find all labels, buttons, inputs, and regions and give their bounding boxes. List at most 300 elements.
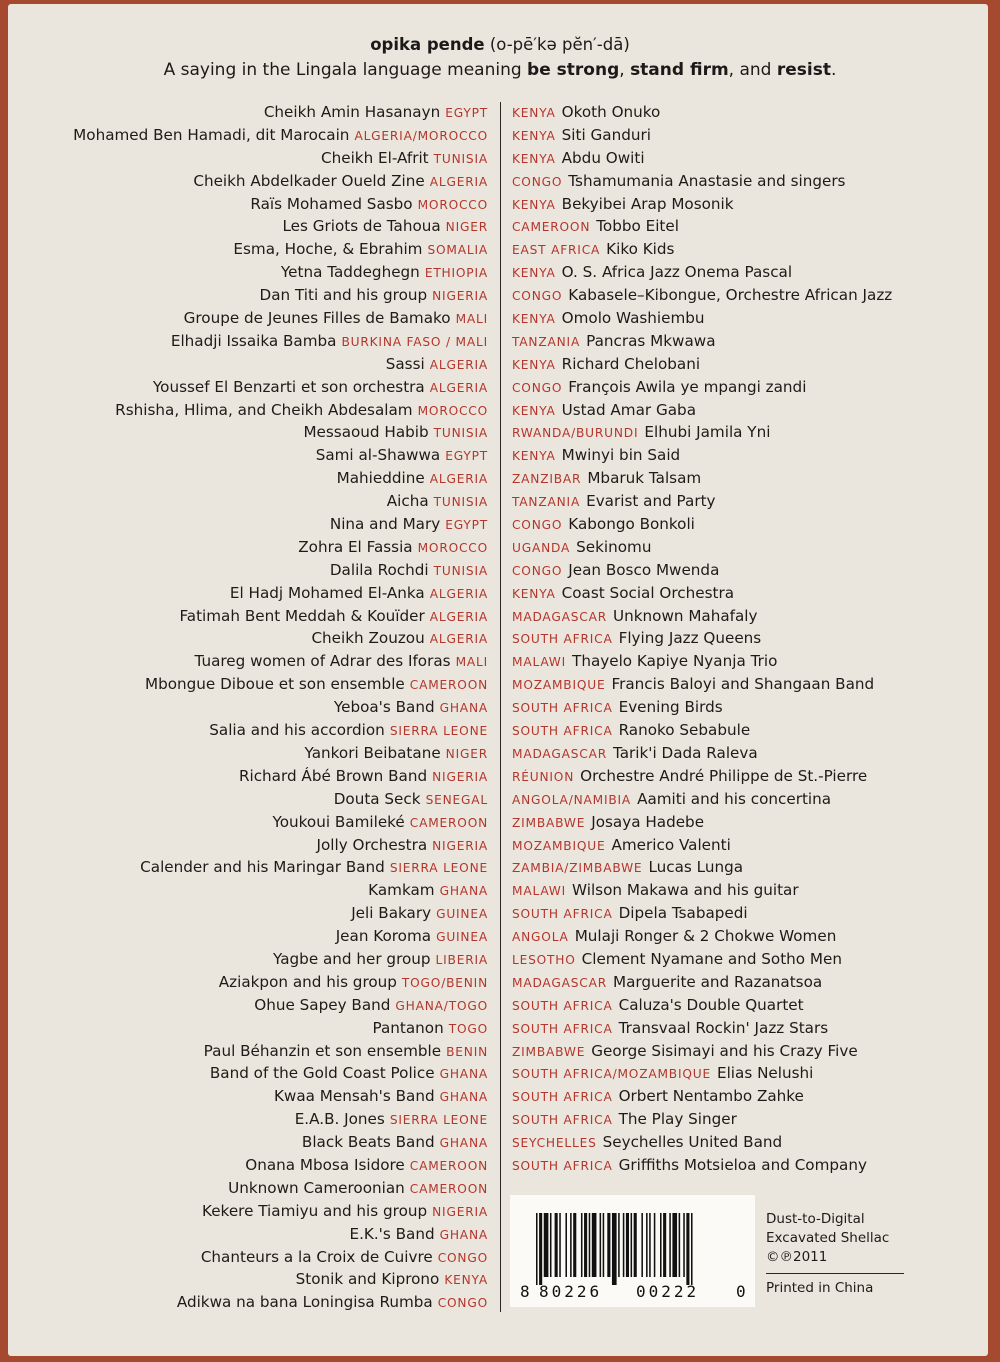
track-country: KENYA — [512, 403, 556, 418]
track-country: ZANZIBAR — [512, 472, 582, 487]
barcode-bar — [686, 1213, 689, 1285]
track-country: CAMEROON — [409, 1181, 488, 1196]
track-country: MOROCCO — [417, 197, 488, 212]
track-country: ZIMBABWE — [512, 1044, 586, 1059]
track-country: KENYA — [512, 128, 556, 143]
track-artist: Jean Koroma — [335, 927, 432, 946]
track-row — [512, 399, 982, 422]
track-country: ZIMBABWE — [512, 815, 586, 830]
track-artist: Seychelles United Band — [602, 1133, 783, 1152]
track-artist: Richard Chelobani — [561, 354, 701, 373]
track-artist: E.A.B. Jones — [294, 1110, 385, 1129]
track-country: UGANDA — [512, 540, 571, 555]
track-artist: Caluza's Double Quartet — [618, 995, 804, 1014]
track-row — [20, 444, 488, 467]
track-row — [20, 284, 488, 307]
barcode-bar — [691, 1213, 693, 1285]
track-row — [20, 536, 488, 559]
track-row — [512, 948, 982, 971]
track-country: ALGERIA — [429, 586, 488, 601]
pronunciation: (o-pē′kə pĕn′-dā) — [489, 35, 630, 54]
track-row — [512, 742, 982, 765]
track-country: MALI — [455, 312, 488, 327]
track-row — [20, 1200, 488, 1223]
header — [0, 34, 1000, 82]
track-country: SEYCHELLES — [512, 1136, 597, 1151]
track-row — [20, 925, 488, 948]
track-country: NIGER — [445, 220, 488, 235]
track-artist: Orbert Nentambo Zahke — [618, 1087, 804, 1106]
track-country: RÉUNION — [512, 769, 575, 784]
track-row — [20, 811, 488, 834]
track-row — [20, 1246, 488, 1269]
track-artist: Coast Social Orchestra — [561, 583, 735, 602]
track-country: ANGOLA — [512, 930, 569, 945]
track-row — [20, 215, 488, 238]
track-row — [20, 696, 488, 719]
track-row — [20, 376, 488, 399]
track-country: CONGO — [512, 563, 563, 578]
track-artist: Evening Birds — [618, 698, 723, 717]
track-row — [512, 994, 982, 1017]
subtitle-prefix: A saying in the Lingala language meaning — [163, 60, 528, 80]
track-row — [512, 582, 982, 605]
track-row — [512, 605, 982, 628]
track-row — [512, 170, 982, 193]
printed-in: Printed in China — [766, 1280, 874, 1296]
barcode-graphic — [510, 1195, 755, 1307]
track-country: ALGERIA — [429, 357, 488, 372]
barcode-bar — [581, 1213, 583, 1277]
track-artist: Cheikh El-Afrit — [321, 148, 429, 167]
track-row — [20, 948, 488, 971]
track-artist: Francis Baloyi and Shangaan Band — [611, 675, 875, 694]
track-row — [20, 1108, 488, 1131]
barcode-bar — [631, 1213, 633, 1277]
barcode-bar — [612, 1213, 617, 1285]
track-artist: Messaoud Habib — [303, 423, 429, 442]
track-row — [512, 1085, 982, 1108]
track-row — [20, 1154, 488, 1177]
track-artist: Lucas Lunga — [648, 858, 744, 877]
phrase-stand-firm: stand firm — [630, 60, 729, 80]
track-artist: Fatimah Bent Meddah & Kouïder — [179, 606, 425, 625]
barcode-bar — [618, 1213, 620, 1277]
left-track-list — [20, 101, 488, 1314]
track-country: ANGOLA/NAMIBIA — [512, 792, 632, 807]
column-divider — [500, 102, 501, 1312]
track-artist: Omolo Washiembu — [561, 309, 705, 328]
track-artist: Evarist and Party — [586, 492, 716, 511]
track-row — [512, 856, 982, 879]
track-artist: Elhadji Issaika Bamba — [170, 331, 337, 350]
copyright: ©℗2011 — [766, 1249, 828, 1265]
track-row — [20, 238, 488, 261]
track-country: SOUTH AFRICA — [512, 701, 613, 716]
track-artist: Les Griots de Tahoua — [282, 217, 441, 236]
track-row — [20, 513, 488, 536]
track-country: EGYPT — [445, 518, 488, 533]
track-artist: Yetna Taddeghegn — [280, 263, 420, 282]
track-country: LESOTHO — [512, 952, 576, 967]
barcode-bar — [559, 1213, 561, 1277]
track-artist: Adikwa na bana Loningisa Rumba — [176, 1293, 433, 1312]
track-country: ALGERIA — [429, 632, 488, 647]
track-artist: Unknown Cameroonian — [228, 1178, 405, 1197]
barcode-bar — [536, 1213, 538, 1285]
track-country: SOUTH AFRICA — [512, 907, 613, 922]
track-row — [20, 307, 488, 330]
track-country: CAMEROON — [512, 220, 591, 235]
track-artist: Okoth Onuko — [561, 103, 661, 121]
track-row — [20, 719, 488, 742]
track-country: TOGO — [448, 1021, 488, 1036]
track-row — [512, 261, 982, 284]
track-row — [20, 1291, 488, 1314]
track-artist: Cheikh Abdelkader Oueld Zine — [193, 171, 425, 190]
track-country: BURKINA FASO / MALI — [341, 334, 488, 349]
publisher-name: Dust-to-Digital — [766, 1211, 865, 1227]
track-country: LIBERIA — [435, 952, 488, 967]
track-artist: Onana Mbosa Isidore — [245, 1155, 405, 1174]
track-artist: O. S. Africa Jazz Onema Pascal — [561, 263, 793, 282]
publisher-rule — [766, 1273, 904, 1274]
track-row — [20, 971, 488, 994]
track-country: ALGERIA — [429, 174, 488, 189]
barcode-bar — [607, 1213, 610, 1277]
track-country: NIGERIA — [432, 838, 488, 853]
track-artist: Salia and his accordion — [209, 721, 385, 740]
phrase-be-strong: be strong — [527, 60, 620, 80]
track-row — [512, 536, 982, 559]
track-row — [512, 490, 982, 513]
track-row — [512, 673, 982, 696]
track-artist: Clement Nyamane and Sotho Men — [581, 949, 843, 968]
track-row — [512, 559, 982, 582]
track-country: RWANDA/BURUNDI — [512, 426, 639, 441]
series-name: Excavated Shellac — [766, 1230, 890, 1246]
track-country: KENYA — [512, 357, 556, 372]
track-country: TUNISIA — [433, 495, 488, 510]
track-country: KENYA — [512, 151, 556, 166]
track-row — [20, 1177, 488, 1200]
track-row — [512, 650, 982, 673]
track-row — [20, 742, 488, 765]
track-row — [20, 879, 488, 902]
track-country: TANZANIA — [512, 495, 581, 510]
track-country: SIERRA LEONE — [389, 724, 488, 739]
track-artist: Raïs Mohamed Sasbo — [250, 194, 413, 213]
barcode-bar — [573, 1213, 576, 1277]
track-country: ETHIOPIA — [424, 266, 488, 281]
track-row — [20, 994, 488, 1017]
track-artist: Yagbe and her group — [273, 949, 431, 968]
track-country: KENYA — [512, 266, 556, 281]
track-artist: Cheikh Amin Hasanayn — [263, 103, 441, 121]
track-row — [20, 1040, 488, 1063]
track-artist: Stonik and Kiprono — [295, 1270, 440, 1289]
track-country: MOROCCO — [417, 403, 488, 418]
track-country: SOUTH AFRICA — [512, 1158, 613, 1173]
track-artist: Cheikh Zouzou — [311, 629, 425, 648]
track-artist: Band of the Gold Coast Police — [209, 1064, 435, 1083]
track-row — [20, 353, 488, 376]
track-country: CONGO — [512, 518, 563, 533]
track-country: CONGO — [437, 1250, 488, 1265]
track-country: SOUTH AFRICA — [512, 998, 613, 1013]
track-artist: Chanteurs a la Croix de Cuivre — [200, 1247, 433, 1266]
publisher-info — [766, 1210, 916, 1298]
track-country: GHANA — [439, 1090, 488, 1105]
barcode-bar — [592, 1213, 597, 1277]
barcode-bar — [634, 1213, 637, 1277]
track-artist: Tobbo Eitel — [596, 217, 679, 236]
track-country: ALGERIA — [429, 472, 488, 487]
track-row — [512, 124, 982, 147]
track-artist: Yeboa's Band — [333, 698, 435, 717]
track-country: CONGO — [512, 289, 563, 304]
barcode-bar — [550, 1213, 552, 1277]
track-row — [20, 147, 488, 170]
track-row — [512, 696, 982, 719]
track-country: SOUTH AFRICA — [512, 632, 613, 647]
track-country: MADAGASCAR — [512, 609, 607, 624]
track-row — [20, 1223, 488, 1246]
track-row — [20, 1131, 488, 1154]
track-row — [512, 834, 982, 857]
track-row — [20, 421, 488, 444]
track-artist: Groupe de Jeunes Filles de Bamako — [183, 309, 451, 328]
track-country: MOROCCO — [417, 540, 488, 555]
barcode-bar — [544, 1213, 549, 1277]
track-country: NIGERIA — [432, 289, 488, 304]
track-artist: Jean Bosco Mwenda — [568, 560, 720, 579]
track-row — [512, 971, 982, 994]
track-row — [512, 101, 982, 124]
track-artist: Douta Seck — [333, 789, 421, 808]
track-country: GHANA — [439, 701, 488, 716]
track-artist: Marguerite and Razanatsoa — [612, 972, 823, 991]
track-country: ALGERIA/MOROCCO — [354, 128, 488, 143]
track-artist: E.K.'s Band — [349, 1224, 435, 1243]
track-row — [512, 147, 982, 170]
track-country: GHANA — [439, 1067, 488, 1082]
barcode-bar — [679, 1213, 681, 1277]
track-row — [20, 582, 488, 605]
track-artist: Elhubi Jamila Yni — [644, 423, 771, 442]
track-artist: Sassi — [385, 354, 425, 373]
track-country: CAMEROON — [409, 678, 488, 693]
track-country: MOZAMBIQUE — [512, 838, 606, 853]
track-artist: Black Beats Band — [301, 1133, 435, 1152]
track-artist: Orchestre André Philippe de St.-Pierre — [580, 766, 868, 785]
track-row — [20, 330, 488, 353]
track-row — [20, 765, 488, 788]
track-artist: Kabongo Bonkoli — [568, 515, 695, 534]
track-artist: Mohamed Ben Hamadi, dit Marocain — [73, 125, 350, 144]
track-country: SOMALIA — [427, 243, 488, 258]
track-country: NIGER — [445, 746, 488, 761]
track-artist: Tuareg women of Adrar des Iforas — [194, 652, 451, 671]
track-artist: Aziakpon and his group — [218, 972, 397, 991]
track-row — [512, 193, 982, 216]
track-row — [512, 719, 982, 742]
track-country: SOUTH AFRICA — [512, 1090, 613, 1105]
track-artist: Mahieddine — [336, 469, 425, 488]
track-country: BENIN — [446, 1044, 488, 1059]
track-artist: Youkoui Bamileké — [272, 812, 405, 831]
track-row — [512, 421, 982, 444]
track-country: NIGERIA — [432, 1204, 488, 1219]
barcode-bar — [663, 1213, 666, 1277]
barcode-bar — [683, 1213, 685, 1277]
track-country: MALI — [455, 655, 488, 670]
barcode-right-digits: 00222 — [636, 1282, 700, 1301]
track-country: CONGO — [512, 174, 563, 189]
track-row — [20, 902, 488, 925]
track-country: ZAMBIA/ZIMBABWE — [512, 861, 643, 876]
track-country: GUINEA — [436, 907, 488, 922]
track-country: GHANA — [439, 1136, 488, 1151]
track-row — [512, 376, 982, 399]
track-country: MADAGASCAR — [512, 746, 607, 761]
track-row — [512, 284, 982, 307]
track-country: KENYA — [512, 197, 556, 212]
track-artist: Jolly Orchestra — [316, 835, 428, 854]
track-artist: Transvaal Rockin' Jazz Stars — [618, 1018, 829, 1037]
track-country: SIERRA LEONE — [389, 1113, 488, 1128]
track-row — [512, 1040, 982, 1063]
track-artist: Calender and his Maringar Band — [140, 858, 385, 877]
track-artist: Pancras Mkwawa — [586, 331, 716, 350]
barcode-bar — [565, 1213, 567, 1277]
track-row — [20, 261, 488, 284]
track-row — [512, 765, 982, 788]
barcode-bar — [626, 1213, 629, 1277]
barcode-bar — [584, 1213, 587, 1277]
track-row — [20, 788, 488, 811]
barcode-bar — [672, 1213, 677, 1277]
track-artist: The Play Singer — [618, 1110, 737, 1129]
track-row — [512, 1108, 982, 1131]
track-country: TUNISIA — [433, 563, 488, 578]
track-artist: Mwinyi bin Said — [561, 446, 681, 465]
track-row — [512, 215, 982, 238]
track-artist: Griffiths Motsieloa and Company — [618, 1155, 867, 1174]
barcode-bar — [623, 1213, 625, 1277]
separator: , and — [728, 60, 777, 80]
track-artist: Sekinomu — [576, 537, 652, 556]
track-country: CONGO — [437, 1296, 488, 1311]
track-row — [512, 330, 982, 353]
track-artist: Unknown Mahafaly — [612, 606, 758, 625]
track-artist: Tshamumania Anastasie and singers — [568, 171, 846, 190]
track-row — [512, 627, 982, 650]
track-artist: Zohra El Fassia — [298, 537, 413, 556]
barcode-first-digit: 8 — [520, 1282, 530, 1301]
track-artist: Aicha — [386, 492, 429, 511]
track-artist: Esma, Hoche, & Ebrahim — [233, 240, 423, 259]
track-country: SENEGAL — [425, 792, 488, 807]
barcode-bar — [649, 1213, 651, 1277]
track-artist: Ohue Sapey Band — [254, 995, 391, 1014]
track-row — [512, 1131, 982, 1154]
track-country: GHANA/TOGO — [395, 998, 488, 1013]
barcode-bar — [654, 1213, 656, 1277]
track-row — [20, 124, 488, 147]
track-artist: Mbaruk Talsam — [587, 469, 702, 488]
track-artist: Ustad Amar Gaba — [561, 400, 697, 419]
track-artist: Aamiti and his concertina — [637, 789, 832, 808]
track-country: EGYPT — [445, 449, 488, 464]
barcode-bar — [555, 1213, 558, 1277]
track-country: ALGERIA — [429, 380, 488, 395]
track-row — [512, 513, 982, 536]
track-country: MADAGASCAR — [512, 975, 607, 990]
track-country: CAMEROON — [409, 815, 488, 830]
track-country: KENYA — [512, 312, 556, 327]
track-artist: Yankori Beibatane — [304, 743, 441, 762]
track-artist: François Awila ye mpangi zandi — [568, 377, 807, 396]
track-row — [512, 307, 982, 330]
track-country: KENYA — [512, 449, 556, 464]
track-artist: Elias Nelushi — [716, 1064, 814, 1083]
track-country: MALAWI — [512, 884, 567, 899]
track-row — [512, 353, 982, 376]
subtitle-line — [0, 58, 1000, 82]
track-artist: Paul Béhanzin et son ensemble — [203, 1041, 442, 1060]
track-artist: Jeli Bakary — [351, 904, 432, 923]
barcode-last-digit: 0 — [736, 1282, 746, 1301]
track-row — [512, 1017, 982, 1040]
track-country: SOUTH AFRICA — [512, 1113, 613, 1128]
track-artist: Siti Ganduri — [561, 125, 651, 144]
track-row — [512, 879, 982, 902]
track-artist: Flying Jazz Queens — [618, 629, 762, 648]
barcode-left-digits: 80226 — [539, 1282, 603, 1301]
title-line — [0, 34, 1000, 56]
track-country: KENYA — [512, 106, 556, 120]
track-artist: Sami al-Shawwa — [315, 446, 441, 465]
track-country: MOZAMBIQUE — [512, 678, 606, 693]
track-row — [20, 605, 488, 628]
track-row — [20, 1017, 488, 1040]
track-artist: Kiko Kids — [606, 240, 675, 259]
track-row — [20, 490, 488, 513]
period: . — [830, 60, 837, 80]
track-artist: Dalila Rochdi — [329, 560, 429, 579]
track-row — [20, 193, 488, 216]
track-artist: Josaya Hadebe — [591, 812, 705, 831]
track-artist: Americo Valenti — [611, 835, 731, 854]
track-artist: Kamkam — [368, 881, 435, 900]
barcode-bar — [539, 1213, 542, 1285]
track-artist: Mulaji Ronger & 2 Chokwe Women — [574, 927, 837, 946]
track-artist: Kabasele–Kibongue, Orchestre African Jazz — [568, 286, 893, 305]
track-artist: Wilson Makawa and his guitar — [572, 881, 799, 900]
track-artist: Tarik'i Dada Raleva — [612, 743, 758, 762]
barcode-bar — [603, 1213, 605, 1277]
track-row — [20, 467, 488, 490]
track-country: KENYA — [512, 586, 556, 601]
track-row — [20, 673, 488, 696]
track-artist: Ranoko Sebabule — [618, 721, 751, 740]
track-country: ALGERIA — [429, 609, 488, 624]
track-artist: George Sisimayi and his Crazy Five — [591, 1041, 858, 1060]
track-row — [20, 399, 488, 422]
track-row — [512, 1062, 982, 1085]
track-country: SOUTH AFRICA — [512, 724, 613, 739]
